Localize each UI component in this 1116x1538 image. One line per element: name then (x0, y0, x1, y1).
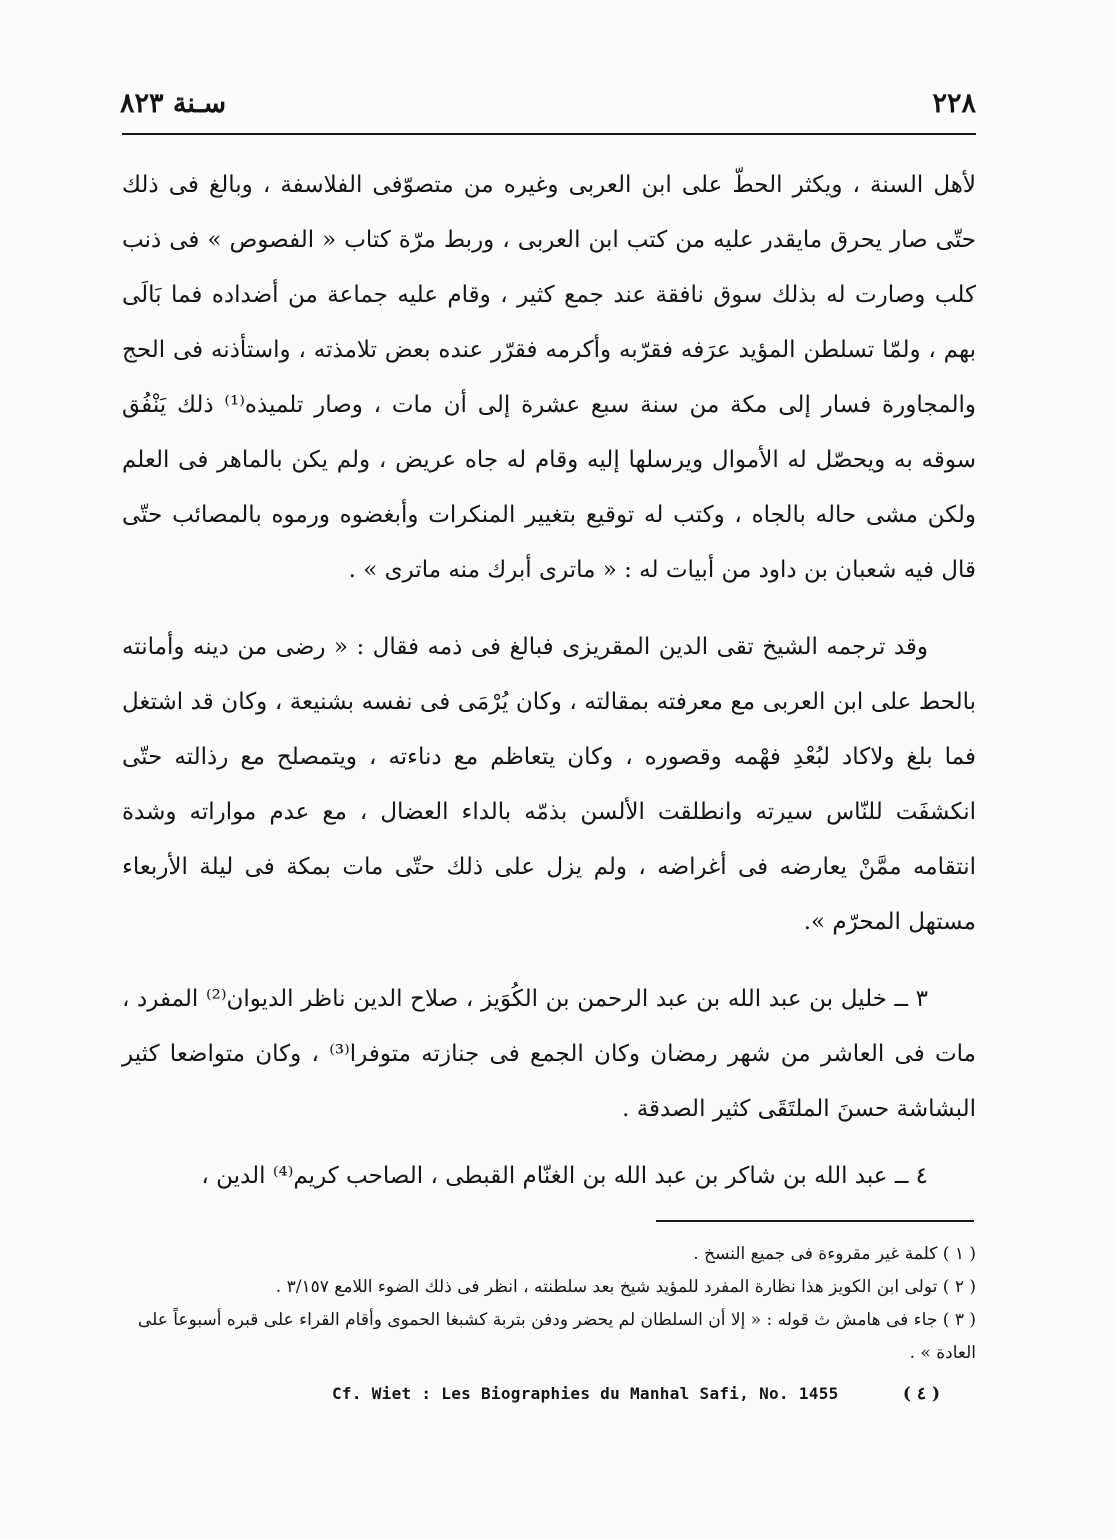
footnote-2: ( ٢ ) تولى ابن الكويز هذا نظارة المفرد للمؤيد شيخ بعد سلطنته ، انظر فى ذلك الضوء اللامع ٣/١٥٧ . (275, 1277, 976, 1297)
page-header (120, 88, 976, 128)
entry-3: ٣ ــ خليل بن عبد الله بن عبد الرحمن بن الكُوَيز ، صلاح الدين ناظر الديوان⁽²⁾ المفرد ، مات فى العاشر من شهر رمضان وكان الجمع فى جنازته متوفرا⁽³⁾ ، وكان متواضعا كثير البشاشة حسنَ الملتَقَى كثير الصدقة . (122, 986, 976, 1122)
entry-4: ٤ ــ عبد الله بن شاكر بن عبد الله بن الغنّام القبطى ، الصاحب كريم⁽⁴⁾ الدين ، (201, 1163, 928, 1189)
running-head: سـنة ٨٢٣ (120, 88, 227, 119)
paragraph-1: لأهل السنة ، ويكثر الحطّ على ابن العربى وغيره من متصوّفى الفلاسفة ، وبالغ فى ذلك حتّى صار يحرق مايقدر عليه من كتب ابن العربى ، وربط مرّة كتاب « الفصوص » فى ذنب كلب وصارت له بذلك سوق نافقة عند جمع كثير ، وقام عليه جماعة من أضداده فما بَالَى بهم ، ولمّا تسلطن المؤيد عرَفه فقرّبه وأكرمه فقرّر عنده بعض تلامذته ، واستأذنه فى الحج والمجاورة فسار إلى مكة من سنة سبع عشرة إلى أن مات ، وصار تلميذه⁽¹⁾ ذلك يَنْفُق سوقه به ويحصّل له الأموال ويرسلها إليه وقام له جاه عريض ، ولم يكن بالماهر فى العلم ولكن مشى حاله بالجاه ، وكتب له توقيع بتغيير المنكرات وأبغضوه ورموه بالمصائب حتّى قال فيه شعبان بن داود من أبيات له : « ماترى أبرك منه ماترى » . (122, 172, 976, 583)
footnote-1: ( ١ ) كلمة غير مقروءة فى جميع النسخ . (693, 1244, 976, 1264)
footnote-4-marker: ( ٤ ) (902, 1384, 940, 1404)
footnote-3: ( ٣ ) جاء فى هامش ث قوله : « إلا أن السلطان لم يحضر ودفن بتربة كشبغا الحموى وأقام القراء على قبره أسبوعاً على العادة » . (137, 1310, 976, 1363)
footnote-4 (122, 1384, 976, 1418)
paragraph-2: وقد ترجمه الشيخ تقى الدين المقريزى فبالغ فى ذمه فقال : « رضى من دينه وأمانته بالحط على ابن العربى مع معرفته بمقالته ، وكان يُرْمَى فى نفسه بشنيعة ، وكان قد اشتغل فما بلغ ولاكاد لبُعْدِ فهْمه وقصوره ، وكان يتعاظم مع دناءته ، ويتمصلح مع رذالته حتّى انكشفَت للنّاس سيرته وانطلقت الألسن بذمّه بالداء العضال ، مع عدم مواراته وشدة انتقامه ممَّنْ يعارضه فى أغراضه ، ولم يزل على ذلك حتّى مات بمكة فى ليلة الأربعاء مستهل المحرّم ». (122, 634, 976, 935)
footnote-rule (656, 1220, 974, 1222)
header-rule (122, 133, 976, 135)
footnote-4-reference: Cf. Wiet : Les Biographies du Manhal Safi, No. 1455 (332, 1384, 839, 1403)
main-text (122, 158, 976, 1204)
footnotes (122, 1238, 976, 1370)
page-number: ٢٢٨ (932, 88, 976, 119)
